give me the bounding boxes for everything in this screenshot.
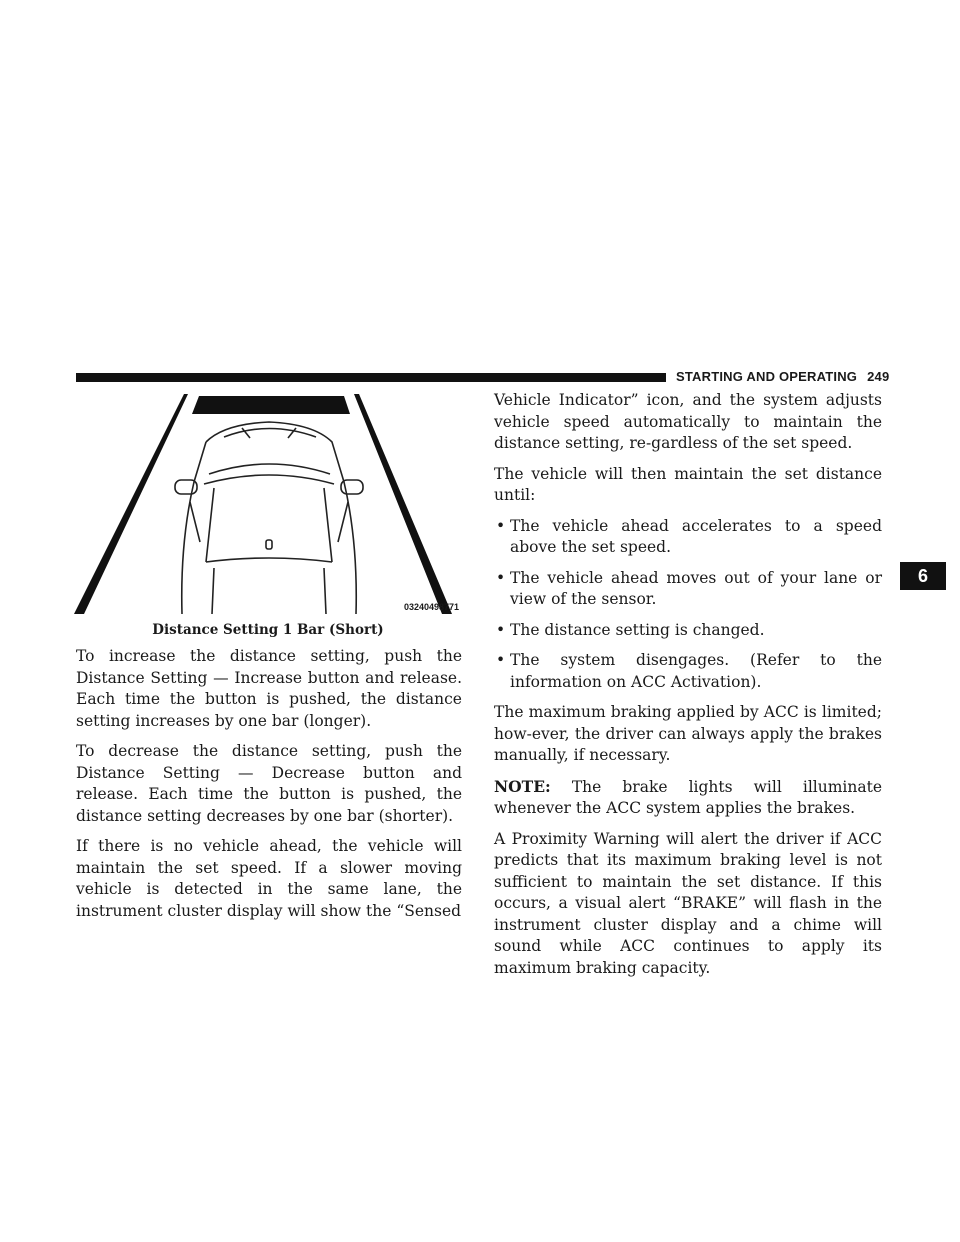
list-item: • The vehicle ahead accelerates to a speed above the set speed.: [494, 516, 882, 559]
paragraph-no-vehicle: If there is no vehicle ahead, the vehicle will maintain the set speed. If a slower moving vehicle is detected in the same lane, the instrument cluster display will show the “Sensed: [76, 837, 462, 920]
running-header: [676, 369, 890, 384]
car-top-view-distance-bar-icon: [74, 392, 452, 616]
chapter-tab: 6: [900, 562, 946, 590]
paragraph-until: The vehicle will then maintain the set distance until:: [494, 464, 882, 504]
figure-code: 03240498771: [404, 602, 460, 612]
note-label: NOTE:: [494, 776, 551, 796]
note: [494, 776, 882, 820]
right-column: [494, 390, 882, 988]
list-item: • The vehicle ahead moves out of your lane or view of the sensor.: [494, 568, 882, 611]
header-rule: [76, 373, 666, 382]
paragraph-increase: To increase the distance setting, push the Distance Setting — Increase button and release. Each time the button is pushed, the distance setting increases by one bar (longer).: [76, 647, 462, 730]
figure-caption: Distance Setting 1 Bar (Short): [152, 622, 384, 638]
note-text: The brake lights will illuminate whenever the ACC system applies the brakes.: [494, 777, 882, 817]
left-column: [76, 646, 462, 931]
paragraph-braking: The maximum braking applied by ACC is limited; how-ever, the driver can always apply the brakes manually, if necessary.: [494, 703, 882, 764]
list-item: • The system disengages. (Refer to the information on ACC Activation).: [494, 650, 882, 693]
paragraph-continued: Vehicle Indicator” icon, and the system adjusts vehicle speed automatically to maintain the distance setting, re-gardless of the set speed.: [494, 391, 882, 452]
section-title: STARTING AND OPERATING: [676, 369, 858, 384]
list-item: • The distance setting is changed.: [494, 620, 882, 642]
page-number: 249: [867, 369, 890, 384]
paragraph-proximity: A Proximity Warning will alert the driver if ACC predicts that its maximum braking level is not sufficient to maintain the set distance. If this occurs, a visual alert “BRAKE” will flash in the instrument cluster display and a chime will sound while ACC continues to apply its maximum braking capacity.: [494, 829, 882, 977]
condition-list: [494, 516, 882, 694]
paragraph-decrease: To decrease the distance setting, push the Distance Setting — Decrease button and release. Each time the button is pushed, the distance setting decreases by one bar (shorter).: [76, 742, 462, 825]
